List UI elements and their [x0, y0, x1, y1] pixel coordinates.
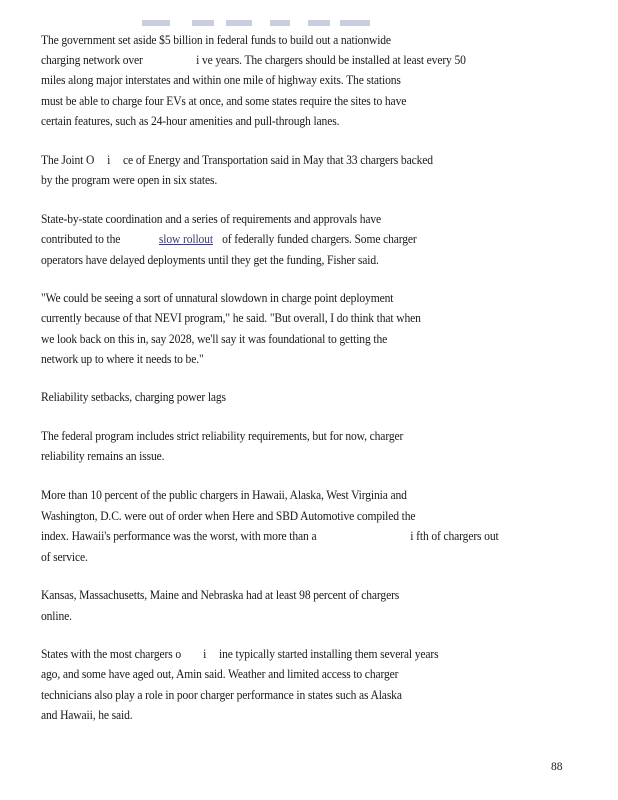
- text-segment: i fth of chargers out: [410, 529, 499, 543]
- scan-artifact: [308, 20, 330, 26]
- paragraph-4-line-4: network up to where it needs to be.": [41, 352, 204, 366]
- text-segment: The Joint O: [41, 153, 95, 167]
- slow-rollout-link[interactable]: slow rollout: [158, 232, 213, 246]
- paragraph-2-line-1: [41, 153, 433, 167]
- text-segment: of federally funded chargers. Some charger: [222, 232, 417, 246]
- text-segment: charging network over: [41, 53, 143, 67]
- paragraph-5-line-1: The federal program includes strict reliability requirements, but for now, charger: [41, 429, 404, 443]
- paragraph-8-line-1: [41, 647, 439, 661]
- scan-artifact: [192, 20, 214, 26]
- paragraph-6-line-2: Washington, D.C. were out of order when Here and SBD Automotive compiled the: [41, 509, 416, 523]
- paragraph-3-line-2: [41, 232, 417, 246]
- paragraph-5-line-2: reliability remains an issue.: [41, 449, 165, 463]
- paragraph-3-line-1: State-by-state coordination and a series of requirements and approvals have: [41, 212, 382, 226]
- paragraph-1-line-3: miles along major interstates and within one mile of highway exits. The stations: [41, 73, 401, 87]
- scan-artifact: [142, 20, 170, 26]
- paragraph-1-line-2: [41, 53, 466, 67]
- scan-artifact: [226, 20, 252, 26]
- page-number: 88: [551, 761, 563, 773]
- scan-artifact: [270, 20, 290, 26]
- text-segment: i ve years. The chargers should be installed at least every 50: [196, 53, 466, 67]
- scan-artifact: [340, 20, 370, 26]
- text-segment: States with the most chargers o: [41, 647, 181, 661]
- text-segment: contributed to the: [41, 232, 121, 246]
- paragraph-6-line-1: More than 10 percent of the public chargers in Hawaii, Alaska, West Virginia and: [41, 488, 407, 502]
- paragraph-1-line-4: must be able to charge four EVs at once, and some states require the sites to have: [41, 94, 407, 108]
- paragraph-2-line-2: by the program were open in six states.: [41, 173, 218, 187]
- text-segment: index. Hawaii's performance was the worst, with more than a: [41, 529, 317, 543]
- paragraph-8-line-4: and Hawaii, he said.: [41, 708, 133, 722]
- paragraph-7-line-2: online.: [41, 609, 72, 623]
- paragraph-3-line-3: operators have delayed deployments until they get the funding, Fisher said.: [41, 253, 379, 267]
- text-segment: ine typically started installing them several years: [219, 647, 439, 661]
- paragraph-8-line-3: technicians also play a role in poor charger performance in states such as Alaska: [41, 688, 402, 702]
- section-heading: Reliability setbacks, charging power lags: [41, 390, 226, 404]
- paragraph-1-line-5: certain features, such as 24-hour amenities and pull-through lanes.: [41, 114, 340, 128]
- paragraph-1-line-1: The government set aside $5 billion in federal funds to build out a nationwide: [41, 33, 391, 47]
- text-segment: ce of Energy and Transportation said in May that 33 chargers backed: [123, 153, 433, 167]
- text-segment: i: [203, 647, 207, 661]
- text-segment: i: [107, 153, 111, 167]
- paragraph-6-line-4: of service.: [41, 550, 88, 564]
- paragraph-4-line-2: currently because of that NEVI program," he said. "But overall, I do think that when: [41, 311, 421, 325]
- paragraph-8-line-2: ago, and some have aged out, Amin said. Weather and limited access to charger: [41, 667, 399, 681]
- paragraph-4-line-1: "We could be seeing a sort of unnatural slowdown in charge point deployment: [41, 291, 394, 305]
- paragraph-4-line-3: we look back on this in, say 2028, we'll say it was foundational to getting the: [41, 332, 388, 346]
- paragraph-6-line-3: [41, 529, 499, 543]
- paragraph-7-line-1: Kansas, Massachusetts, Maine and Nebraska had at least 98 percent of chargers: [41, 588, 400, 602]
